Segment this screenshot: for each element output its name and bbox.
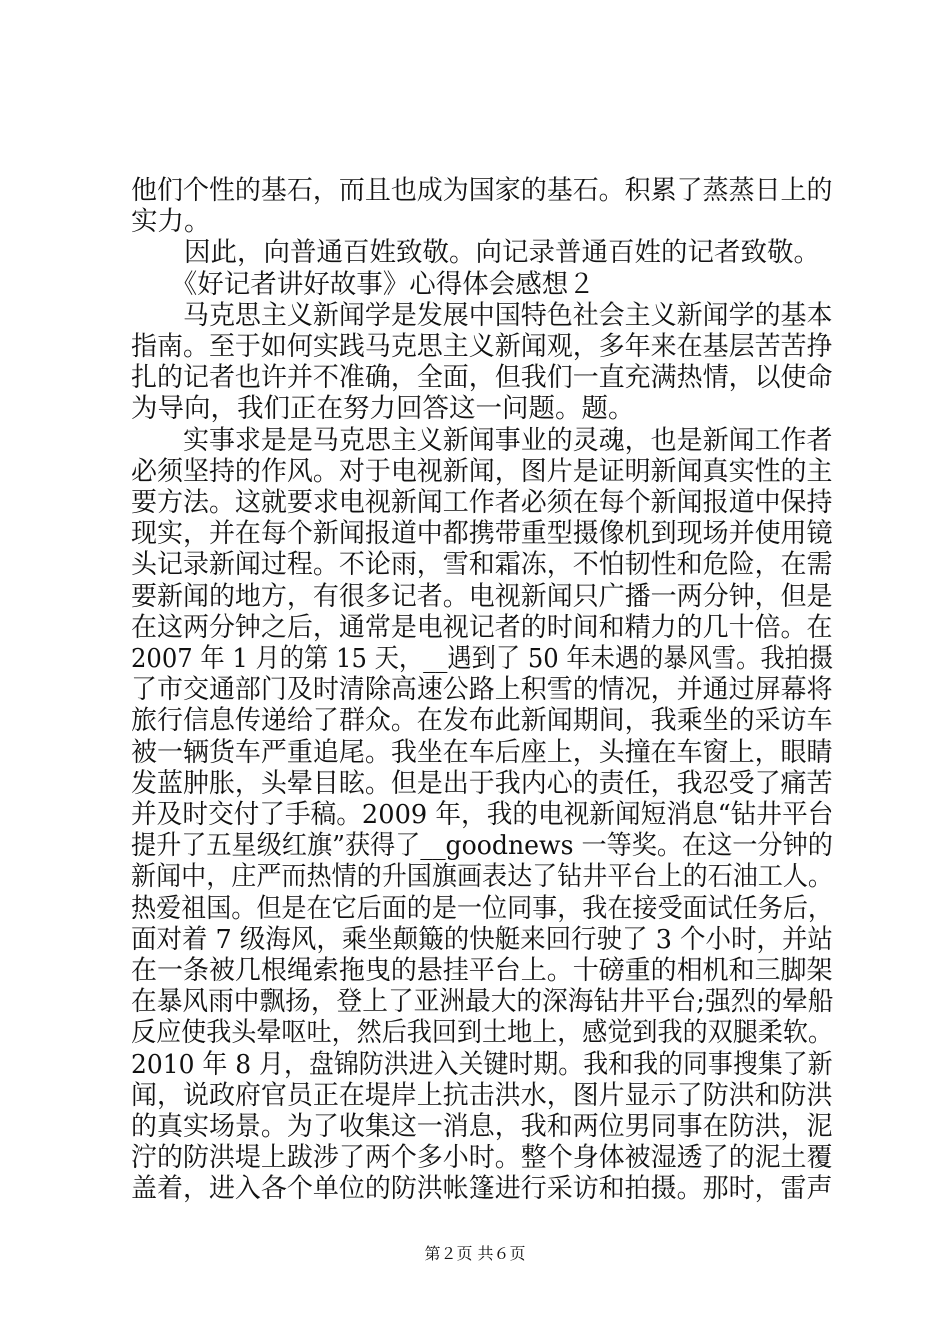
body-text-line: 发蓝肿胀，头晕目眩。但是出于我内心的责任，我忍受了痛苦 bbox=[131, 768, 833, 799]
body-text-line: 2007 年 1 月的第 15 天，__遇到了 50 年未遇的暴风雪。我拍摄 bbox=[131, 643, 834, 674]
body-text-line: 在一条被几根绳索拖曳的悬挂平台上。十磅重的相机和三脚架 bbox=[131, 955, 833, 986]
body-text-line: 旅行信息传递给了群众。在发布此新闻期间，我乘坐的采访车 bbox=[131, 705, 833, 736]
body-text-line: 他们个性的基石，而且也成为国家的基石。积累了蒸蒸日上的 bbox=[131, 175, 833, 206]
section-heading: 《好记者讲好故事》心得体会感想２ bbox=[131, 269, 595, 300]
body-text-line: 要新闻的地方，有很多记者。电视新闻只广播一两分钟，但是 bbox=[131, 581, 833, 612]
body-text-line: 反应使我头晕呕吐，然后我回到土地上，感觉到我的双腿柔软。 bbox=[131, 1017, 833, 1048]
body-text-line: 现实，并在每个新闻报道中都携带重型摄像机到现场并使用镜 bbox=[131, 518, 833, 549]
body-text-line: 必须坚持的作风。对于电视新闻，图片是证明新闻真实性的主 bbox=[131, 456, 833, 487]
body-text-line: 为导向，我们正在努力回答这一问题。题。 bbox=[131, 393, 635, 424]
page-number-footer: 第２页 共６页 bbox=[424, 1244, 526, 1263]
body-text-line: 面对着 7 级海风，乘坐颠簸的快艇来回行驶了 3 个小时，并站 bbox=[131, 924, 833, 955]
body-text-line: 闻，说政府官员正在堤岸上抗击洪水，图片显示了防洪和防洪 bbox=[131, 1080, 833, 1111]
body-text-line: 新闻中，庄严而热情的升国旗画表达了钻井平台上的石油工人。 bbox=[131, 861, 833, 892]
body-text-line: 并及时交付了手稿。2009 年，我的电视新闻短消息“钻井平台 bbox=[131, 799, 834, 830]
body-text-line: 2010 年 8 月，盘锦防洪进入关键时期。我和我的同事搜集了新 bbox=[131, 1049, 833, 1080]
body-text-line: 扎的记者也许并不准确，全面，但我们一直充满热情，以使命 bbox=[131, 362, 833, 393]
body-text-line: 被一辆货车严重追尾。我坐在车后座上，头撞在车窗上，眼睛 bbox=[131, 737, 833, 768]
body-text-line: 马克思主义新闻学是发展中国特色社会主义新闻学的基本 bbox=[131, 300, 833, 331]
body-text-line: 了市交通部门及时清除高速公路上积雪的情况，并通过屏幕将 bbox=[131, 674, 833, 705]
body-text-line: 头记录新闻过程。不论雨，雪和霜冻，不怕韧性和危险，在需 bbox=[131, 549, 833, 580]
body-text-line: 的真实场景。为了收集这一消息，我和两位男同事在防洪，泥 bbox=[131, 1111, 833, 1142]
body-text-line: 实事求是是马克思主义新闻事业的灵魂，也是新闻工作者 bbox=[131, 425, 833, 456]
body-text-line: 盖着，进入各个单位的防洪帐篷进行采访和拍摄。那时，雷声 bbox=[131, 1173, 833, 1204]
body-text-line: 实力。 bbox=[131, 206, 211, 237]
body-text-line: 指南。至于如何实践马克思主义新闻观，多年来在基层苦苦挣 bbox=[131, 331, 833, 362]
body-text-line: 要方法。这就要求电视新闻工作者必须在每个新闻报道中保持 bbox=[131, 487, 833, 518]
body-text-line: 在这两分钟之后，通常是电视记者的时间和精力的几十倍。在 bbox=[131, 612, 833, 643]
body-text-line: 因此，向普通百姓致敬。向记录普通百姓的记者致敬。 bbox=[131, 237, 820, 268]
body-text-line: 泞的防洪堤上跋涉了两个多小时。整个身体被湿透了的泥土覆 bbox=[131, 1142, 833, 1173]
body-text-line: 热爱祖国。但是在它后面的是一位同事，我在接受面试任务后， bbox=[131, 893, 833, 924]
body-text-line: 在暴风雨中飘扬，登上了亚洲最大的深海钻井平台;强烈的晕船 bbox=[131, 986, 834, 1017]
body-text-line: 提升了五星级红旗”获得了__goodnews 一等奖。在这一分钟的 bbox=[131, 830, 833, 861]
